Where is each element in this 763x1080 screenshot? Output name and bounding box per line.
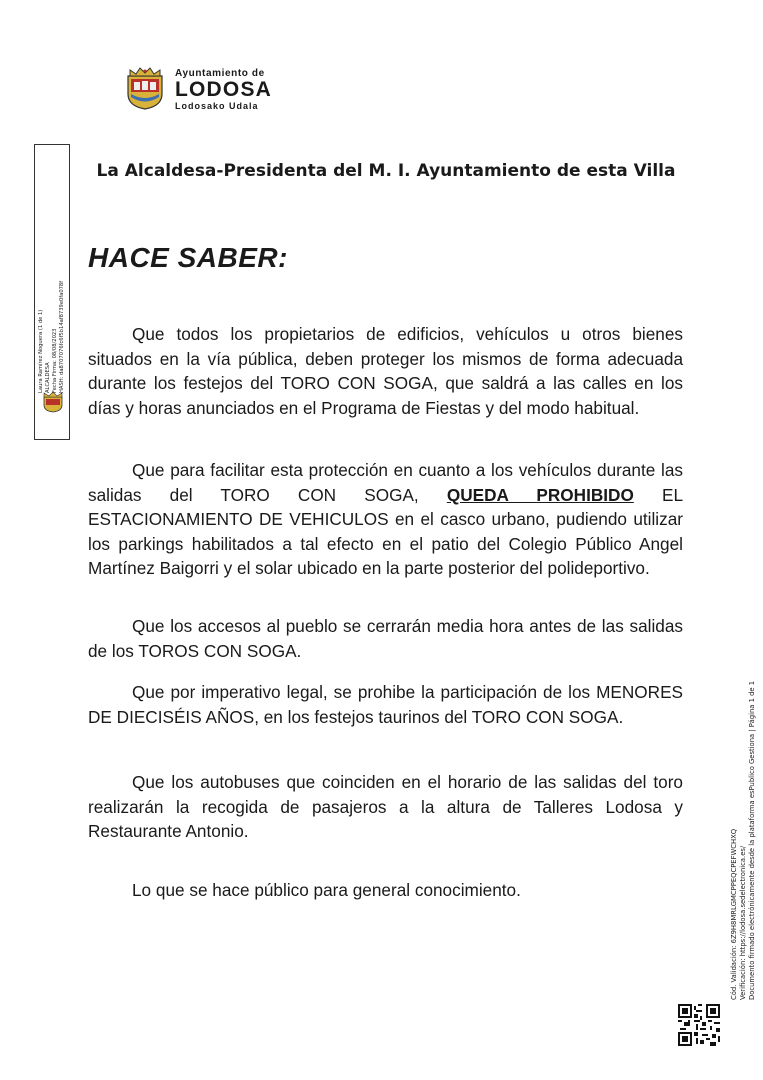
logo-line-3: Lodosako Udala bbox=[175, 101, 259, 111]
paragraph-2-before: Que para facilitar esta protección en cuanto a los vehículos durante las salidas del TORO CON SOGA, bbox=[88, 460, 683, 505]
qr-code-icon bbox=[678, 1004, 720, 1046]
signature-text bbox=[38, 183, 66, 393]
logo-line-2: LODOSA bbox=[175, 78, 273, 101]
paragraph-2-after: EL ESTACIONAMIENTO DE VEHICULOS en el casco urbano, pudiendo utilizar los parkings habilitados a tal efecto en el patio del Colegio Público Angel Martínez Baigorri y el solar ubicado en la parte posterior del polideportivo. bbox=[88, 484, 684, 578]
signature-box bbox=[34, 144, 70, 440]
closing-statement: Lo que se hace público para general conocimiento. bbox=[132, 880, 521, 900]
paragraph-5: Que los autobuses que coinciden en el horario de las salidas del toro realizarán la recogida de pasajeros a la altura de Talleres Lodosa y Restaurante Antonio. bbox=[88, 772, 683, 841]
paragraph-2-emphasis: QUEDA PROHIBIDO bbox=[446, 484, 634, 505]
signature-line-1: Laura Ramírez Noguera (1 de 1) bbox=[38, 309, 44, 393]
municipal-logo bbox=[122, 64, 282, 112]
verification-code: Cód. Validación: 6Z9H8MRLGMCPPEQCPEFWCHXQ bbox=[730, 828, 738, 1000]
verification-url: Verificación: https://lodosa.sedelectronica.es/ bbox=[739, 845, 747, 1000]
verification-note: Documento firmado electrónicamente desde la plataforma esPublico Gestiona | Página 1 de 1 bbox=[748, 680, 756, 1000]
signature-line-3: Fecha Firma: 08/08/2023 bbox=[52, 328, 58, 393]
logo-line-1: Ayuntamiento de bbox=[175, 68, 265, 79]
signature-seal-icon bbox=[41, 391, 65, 413]
logo-text bbox=[175, 68, 272, 112]
signature-line-4: HASH: da8707076fc6f5b14af8739e0fa078f bbox=[59, 280, 65, 393]
paragraph-4: Que por imperativo legal, se prohibe la participación de los MENORES DE DIECISÉIS AÑOS, en los festejos taurinos del TORO CON SOGA. bbox=[88, 682, 683, 727]
verification-text bbox=[730, 660, 757, 1000]
paragraph-3: Que los accesos al pueblo se cerrarán media hora antes de las salidas de los TOROS CON SOGA. bbox=[88, 616, 683, 661]
paragraph-1: Que todos los propietarios de edificios, vehículos u otros bienes situados en la vía pública, deben proteger los mismos de forma adecuada durante los festejos del TORO CON SOGA, que saldrá a las calles en los días y horas anunciados en el Programa de Fiestas y del modo habitual. bbox=[88, 324, 683, 418]
document-title: La Alcaldesa-Presidenta del M. I. Ayuntamiento de esta Villa bbox=[96, 161, 676, 181]
heading-hace-saber: HACE SABER: bbox=[88, 242, 288, 273]
signature-line-2: ALCALDESA bbox=[45, 362, 51, 393]
coat-of-arms-icon bbox=[122, 66, 168, 110]
paragraph-2 bbox=[88, 458, 683, 581]
